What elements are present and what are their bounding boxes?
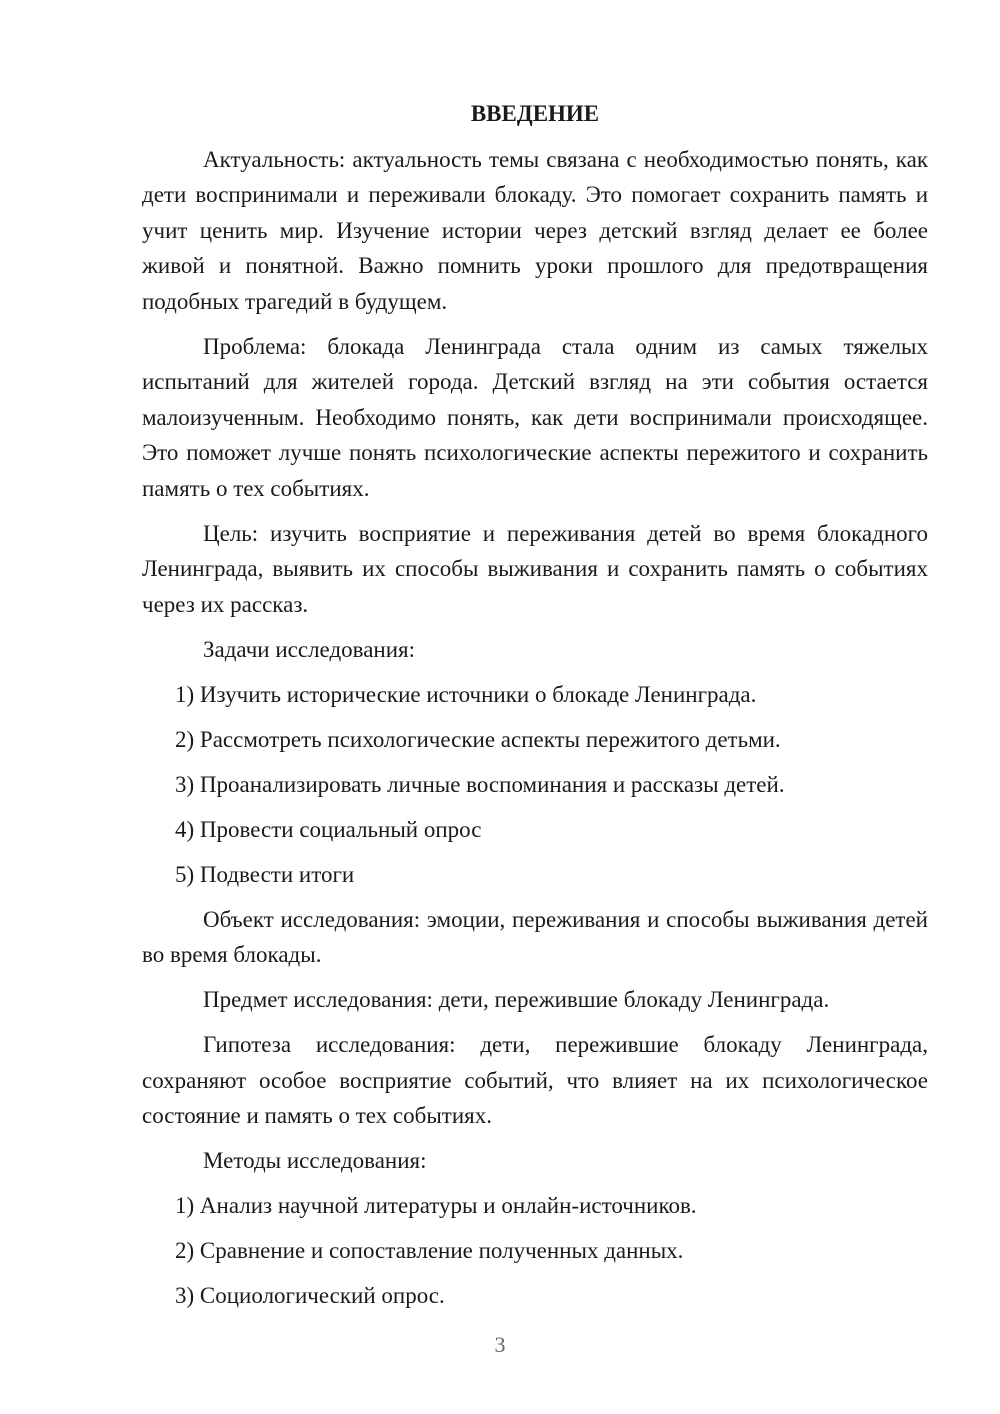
tasks-heading: Задачи исследования: [203, 636, 416, 662]
relevance-paragraph: Актуальность: актуальность темы связана с необходимостью понять, как дети воспринимали и переживали блокаду. Это помогает сохранить память и учит ценить мир. Изучение истории через детский взгляд делает ее более живой и понятной. Важно помнить уроки прошлого для предотвращения подобных трагедий в будущем. [142, 146, 928, 314]
hypothesis-paragraph: Гипотеза исследования: дети, пережившие блокаду Ленинграда, сохраняют особое восприятие событий, что влияет на их психологическое состояние и память о тех событиях. [142, 1032, 928, 1128]
page-title: ВВЕДЕНИЕ [470, 101, 600, 126]
goal-paragraph: Цель: изучить восприятие и переживания детей во время блокадного Ленинграда, выявить их способы выживания и сохранить память о событиях через их рассказ. [142, 520, 928, 617]
methods-heading: Методы исследования: [203, 1148, 427, 1173]
list-item: 5) Подвести итоги [175, 861, 355, 887]
methods-list [142, 1188, 928, 1314]
list-item: 3) Проанализировать личные воспоминания и рассказы детей. [175, 771, 785, 797]
document-page [142, 96, 928, 1323]
subject-paragraph: Предмет исследования: дети, пережившие блокаду Ленинграда. [203, 987, 830, 1012]
object-paragraph: Объект исследования: эмоции, переживания и способы выживания детей во время блокады. [142, 906, 928, 967]
list-item: 1) Изучить исторические источники о блокаде Ленинграда. [175, 681, 757, 707]
page-number: 3 [494, 1332, 506, 1357]
tasks-list [142, 677, 928, 893]
list-item: 1) Анализ научной литературы и онлайн-источников. [175, 1193, 697, 1218]
problem-paragraph: Проблема: блокада Ленинграда стала одним из самых тяжелых испытаний для жителей города. Детский взгляд на эти события остается малоизученным. Необходимо понять, как дети воспринимали происходящее. Это поможет лучше понять психологические аспекты пережитого и сохранить память о тех событиях. [142, 333, 928, 501]
list-item: 3) Социологический опрос. [175, 1283, 445, 1308]
list-item: 4) Провести социальный опрос [175, 816, 482, 842]
list-item: 2) Рассмотреть психологические аспекты пережитого детьми. [175, 726, 781, 752]
list-item: 2) Сравнение и сопоставление полученных данных. [175, 1238, 684, 1263]
